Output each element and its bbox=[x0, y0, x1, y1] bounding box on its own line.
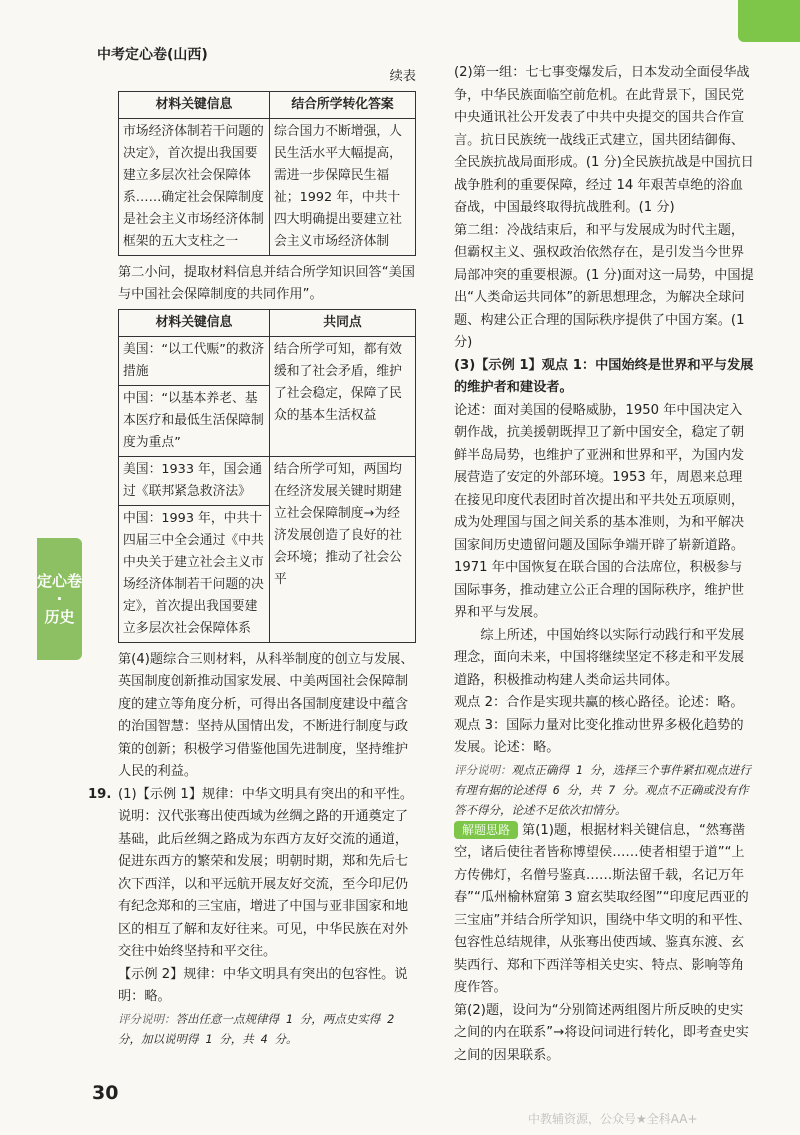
table-2-row-2: 中国：“以基本养老、基本医疗和最低生活保障制度为重点” bbox=[119, 385, 270, 456]
answer-3-head: (3)【示例 1】观点 1：中国始终是世界和平与发展的维护者和建设者。 bbox=[454, 357, 754, 395]
table-2-row-3: 美国：1933 年，国会通过《联邦紧急救济法》 bbox=[119, 456, 270, 505]
page-header: 中考定心卷(山西) bbox=[97, 47, 208, 63]
scoring-note-1-text: 答出任意一点规律得 1 分，两点史实得 2 分，加以说明得 1 分，共 4 分。 bbox=[118, 1011, 395, 1046]
solution-idea-2: 第(2)题，设问为“分别简述两组图片所反映的史实之间的内在联系”→将设问词进行转化，即考查史实之间的因果联系。 bbox=[454, 1002, 749, 1063]
side-tab-line-2: · bbox=[56, 590, 63, 608]
viewpoint-2: 观点 2：合作是实现共赢的核心路径。论述：略。 bbox=[454, 695, 744, 710]
table-1-cell-answer: 综合国力不断增强，人民生活水平大幅提高，需进一步保障民生福祉；1992 年，中共十四大明确提出要建立社会主义市场经济体制 bbox=[270, 118, 416, 255]
table-2-header-2: 共同点 bbox=[270, 309, 416, 336]
scoring-note-2 bbox=[454, 760, 754, 820]
question-19-number: 19. bbox=[88, 786, 112, 802]
solution-idea-1-text: 第(1)题，根据材料关键信息，“然骞凿空，诸后使往者皆称博望侯……使者相望于道”“上方传佛灯，名僧号鉴真……斯法留千载，名记万年春”“瓜州榆林窟第 3 窟玄奘取经图”“印度尼西亚的三宝庙”并结合所学知识，围绕中华文明的和平性、包容性总结规律，从张骞出使西域、鉴真东渡、玄奘西行、郑和下西洋等相关史实、特点、影响等角度作答。 bbox=[454, 822, 751, 995]
page-number: 30 bbox=[92, 1082, 119, 1104]
table-1-header-2: 结合所学转化答案 bbox=[270, 91, 416, 118]
right-column bbox=[454, 62, 754, 1067]
summary-paragraph: 综上所述，中国始终以实际行动践行和平发展理念，面向未来，中国将继续坚定不移走和平发展道路，积极推动构建人类命运共同体。 bbox=[454, 627, 745, 688]
scoring-note-label: 评分说明： bbox=[118, 1011, 176, 1026]
side-tab-line-3: 历史 bbox=[44, 608, 75, 626]
intro-second-question: 第二小问，提取材料信息并结合所学知识回答“美国与中国社会保障制度的共同作用”。 bbox=[118, 264, 415, 302]
answer-2-group-2: 第二组：冷战结束后，和平与发展成为时代主题，但霸权主义、强权政治依然存在，是引发当今世界局部冲突的重要根源。(1 分)面对这一局势，中国提出“人类命运共同体”的新思想理念，为解决全球问题、构建公正合理的国际秩序提供了中国方案。(1 分) bbox=[454, 222, 754, 350]
answer-2-group-1: (2)第一组：七七事变爆发后，日本发动全面侵华战争，中华民族面临空前危机。在此背景下，国民党中央通讯社公开发表了中共中央提交的国共合作宣言。抗日民族统一战线正式建立，国共团结御侮、全民族抗战局面形成。(1 分)全民族抗战是中国抗日战争胜利的重要保障，经过 14 年艰苦卓绝的浴血奋战，中国最终取得抗战胜利。(1 分) bbox=[454, 65, 754, 215]
side-tab-line-1: 定心卷 bbox=[37, 572, 83, 590]
table-2 bbox=[118, 309, 416, 643]
corner-tab bbox=[738, 0, 800, 42]
para-question-4: 第(4)题综合三则材料，从科举制度的创立与发展、英国制度创新推动国家发展、中美两国社会保障制度的建立等角度分析，可得出各国制度建设中蕴含的治国智慧：坚持从国情出发，不断进行制度与政策的创新；积极学习借鉴他国先进制度，坚持维护人民的利益。 bbox=[118, 651, 414, 779]
solution-idea-badge: 解题思路 bbox=[454, 821, 518, 839]
scoring-note-2-label: 评分说明： bbox=[454, 762, 512, 777]
side-tab bbox=[37, 538, 82, 660]
answer-3-body: 论述：面对美国的侵略威胁，1950 年中国决定入朝作战，抗美援朝既捍卫了新中国安全，稳定了朝鲜半岛局势，也维护了亚洲和世界和平，为国内发展营造了安定的外部环境。1953 年，周恩来总理在接见印度代表团时首次提出和平共处五项原则，成为处理国与国之间关系的基本准则，为和平解决国家间历史遗留问题及国际争端开辟了崭新道路。1971 年中国恢复在联合国的合法席位，积极参与国际事务，推动建立公正合理的国际秩序，维护世界和平与发展。 bbox=[454, 402, 745, 620]
solution-idea-1 bbox=[454, 820, 754, 1000]
table-2-common-2: 结合所学可知，两国均在经济发展关键时期建立社会保障制度→为经济发展创造了良好的社会环境；推动了社会公平 bbox=[270, 456, 416, 642]
table-2-row-1: 美国：“以工代赈”的救济措施 bbox=[119, 336, 270, 385]
left-column bbox=[88, 62, 416, 1049]
table-2-row-4: 中国：1993 年，中共十四届三中全会通过《中共中央关于建立社会主义市场经济体制若干问题的决定》，首次提出我国要建立多层次社会保障体系 bbox=[119, 505, 270, 642]
table-2-header-1: 材料关键信息 bbox=[119, 309, 270, 336]
question-19-example-1: (1)【示例 1】规律：中华文明具有突出的和平性。说明：汉代张骞出使西域为丝绸之路的开通奠定了基础，此后丝绸之路成为东西方友好交流的通道，促进东西方的繁荣和发展；明朝时期，郑和先后七次下西洋，以和平远航开展友好交流，至今印尼仍有纪念郑和的三宝庙，增进了中国与亚非国家和地区的相互了解和友好往来。可见，中华民族在对外交往中始终坚持和平交往。 bbox=[118, 786, 414, 959]
table-2-common-1: 结合所学可知，都有效缓和了社会矛盾，维护了社会稳定，保障了民众的基本生活权益 bbox=[270, 336, 416, 456]
table-1-header-1: 材料关键信息 bbox=[119, 91, 270, 118]
continued-table-label: 续表 bbox=[389, 69, 416, 84]
table-1-cell-info: 市场经济体制若干问题的决定》，首次提出我国要建立多层次社会保障体系……确定社会保障制度是社会主义市场经济体制框架的五大支柱之一 bbox=[119, 118, 270, 255]
question-19-example-2: 【示例 2】规律：中华文明具有突出的包容性。说明：略。 bbox=[118, 966, 408, 1004]
question-19 bbox=[88, 784, 416, 1049]
scoring-note-2-text: 观点正确得 1 分，选择三个事件紧扣观点进行有理有据的论述得 6 分，共 7 分。观点不正确或没有作答不得分，论述不足依次扣情分。 bbox=[454, 762, 751, 817]
viewpoint-3: 观点 3：国际力量对比变化推动世界多极化趋势的发展。论述：略。 bbox=[454, 717, 744, 755]
watermark: 中教辅资源，公众号★全科AA+ bbox=[528, 1112, 698, 1126]
table-1 bbox=[118, 91, 416, 256]
scoring-note-1 bbox=[118, 1009, 416, 1049]
